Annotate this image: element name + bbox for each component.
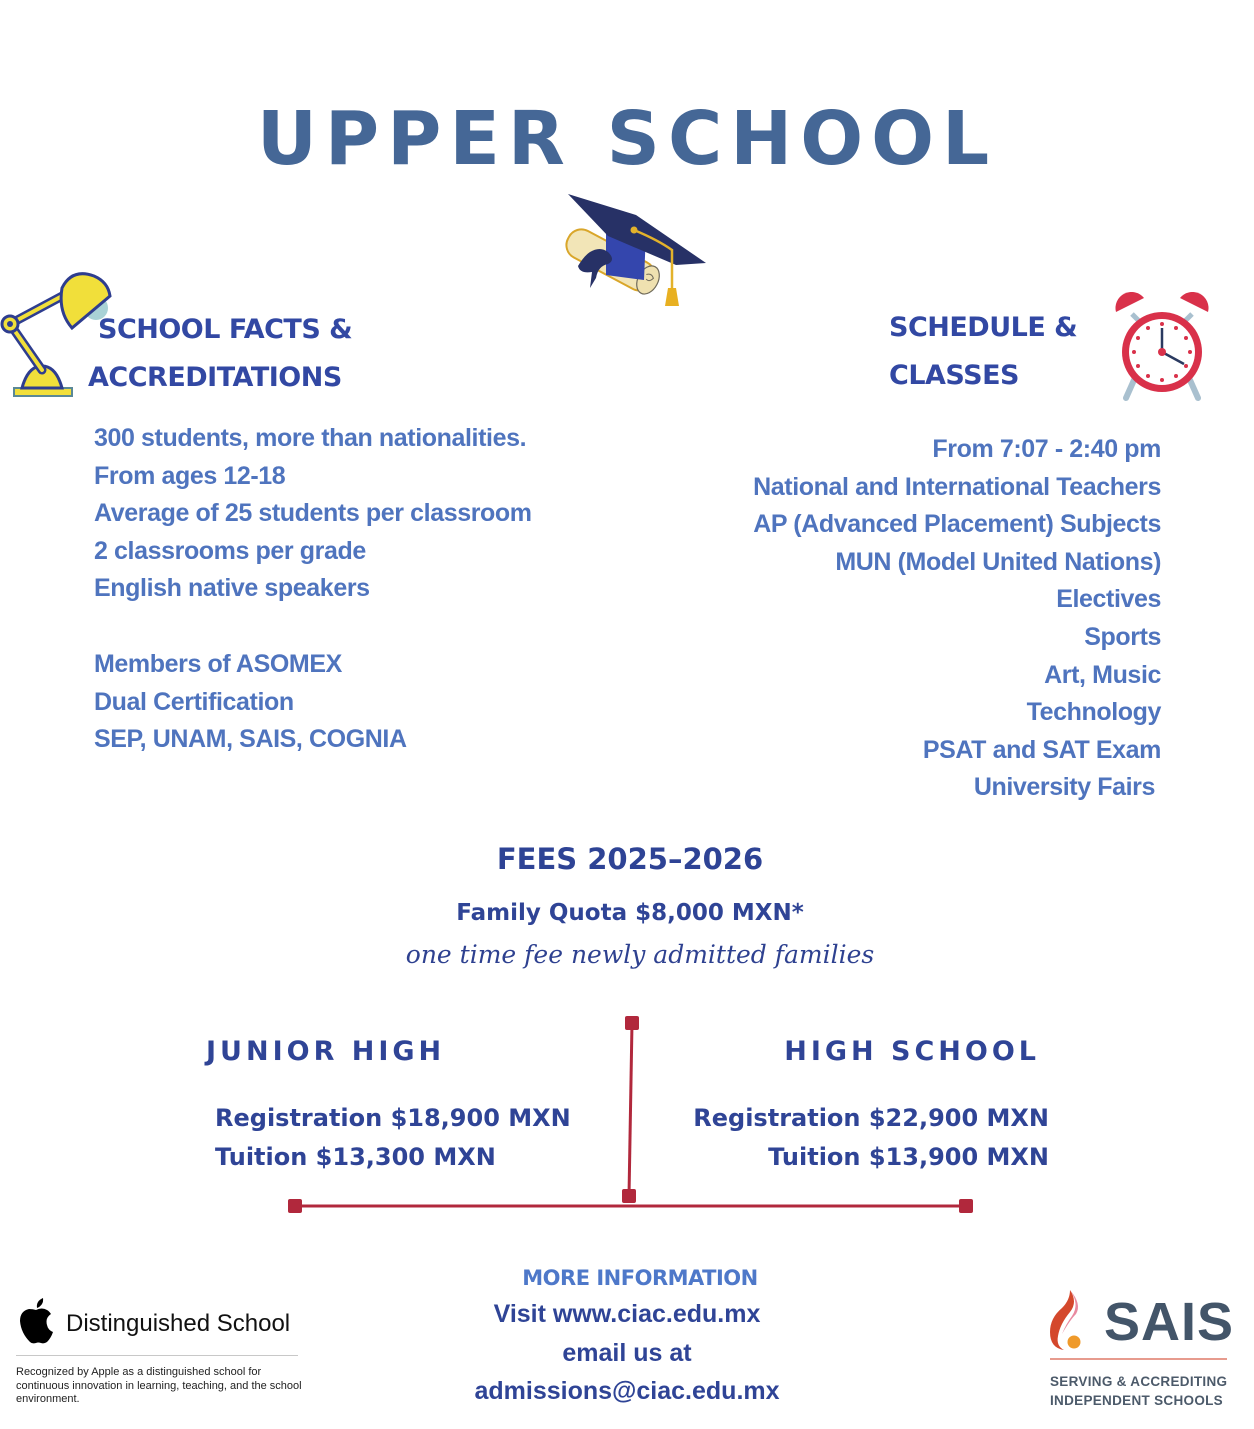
facts-item: From ages 12-18 [94, 461, 286, 490]
schedule-heading-line1: SCHEDULE & [889, 312, 1078, 343]
accreditation-item: Dual Certification [94, 687, 294, 716]
connector-node [959, 1199, 973, 1213]
schedule-item: MUN (Model United Nations) [835, 547, 1161, 576]
schedule-item: Electives [1056, 585, 1161, 614]
high-school-tuition: Tuition $13,900 MXN [768, 1143, 1049, 1171]
email-label: email us at [562, 1338, 692, 1367]
junior-high-tuition: Tuition $13,300 MXN [215, 1143, 496, 1171]
alarm-clock-icon [1112, 292, 1212, 404]
junior-high-label: JUNIOR HIGH [206, 1036, 446, 1067]
apple-logo-icon [16, 1296, 56, 1344]
facts-heading-line2: ACCREDITATIONS [88, 362, 342, 393]
sais-tagline-line1: SERVING & ACCREDITING [1050, 1374, 1228, 1389]
schedule-item: AP (Advanced Placement) Subjects [753, 510, 1161, 539]
family-quota-note: one time fee newly admitted families [405, 940, 875, 969]
high-school-label: HIGH SCHOOL [784, 1036, 1040, 1067]
facts-item: Average of 25 students per classroom [94, 499, 532, 528]
facts-item: English native speakers [94, 574, 370, 603]
page-title: UPPER SCHOOL [256, 96, 998, 182]
facts-item: 2 classrooms per grade [94, 536, 366, 565]
schedule-item: National and International Teachers [753, 472, 1161, 501]
sais-tagline-line2: INDEPENDENT SCHOOLS [1050, 1393, 1223, 1408]
apple-badge-description: Recognized by Apple as a distinguished school for continuous innovation in learning, teaching, and the school environment. [16, 1366, 302, 1405]
schedule-item: University Fairs [973, 773, 1155, 802]
schedule-item: Sports [1084, 622, 1161, 651]
schedule-item: Art, Music [1044, 660, 1161, 689]
accreditation-item: SEP, UNAM, SAIS, COGNIA [94, 725, 407, 754]
graduation-cap-icon [548, 190, 708, 320]
sais-flame-icon [1046, 1288, 1096, 1352]
schedule-list [700, 431, 1161, 807]
sais-divider [1050, 1358, 1227, 1360]
facts-item: 300 students, more than nationalities. [94, 424, 527, 452]
apple-badge-name: Distinguished School [66, 1310, 291, 1337]
more-info-heading: MORE INFORMATION [522, 1266, 758, 1290]
high-school-registration: Registration $22,900 MXN [693, 1104, 1049, 1132]
connector-node [625, 1016, 639, 1030]
schedule-item: From 7:07 - 2:40 pm [932, 435, 1161, 463]
schedule-item: PSAT and SAT Exam [922, 735, 1161, 764]
sais-tagline [1050, 1372, 1227, 1410]
family-quota: Family Quota $8,000 MXN* [456, 900, 804, 926]
website-link[interactable]: Visit www.ciac.edu.mx [493, 1300, 761, 1328]
connector-node [622, 1189, 636, 1203]
schedule-heading-line2: CLASSES [889, 360, 1019, 391]
email-link[interactable]: admissions@ciac.edu.mx [474, 1377, 780, 1405]
fees-title: FEES 2025–2026 [496, 842, 764, 876]
accreditation-item: Members of ASOMEX [94, 650, 342, 678]
apple-badge-divider [16, 1355, 298, 1356]
junior-high-registration: Registration $18,900 MXN [215, 1104, 571, 1132]
facts-list [94, 420, 532, 608]
connector-node [288, 1199, 302, 1213]
sais-wordmark: SAIS [1104, 1292, 1235, 1352]
schedule-item: Technology [1026, 698, 1161, 727]
facts-heading-line1: SCHOOL FACTS & [98, 314, 353, 345]
accreditations-list [94, 646, 407, 759]
